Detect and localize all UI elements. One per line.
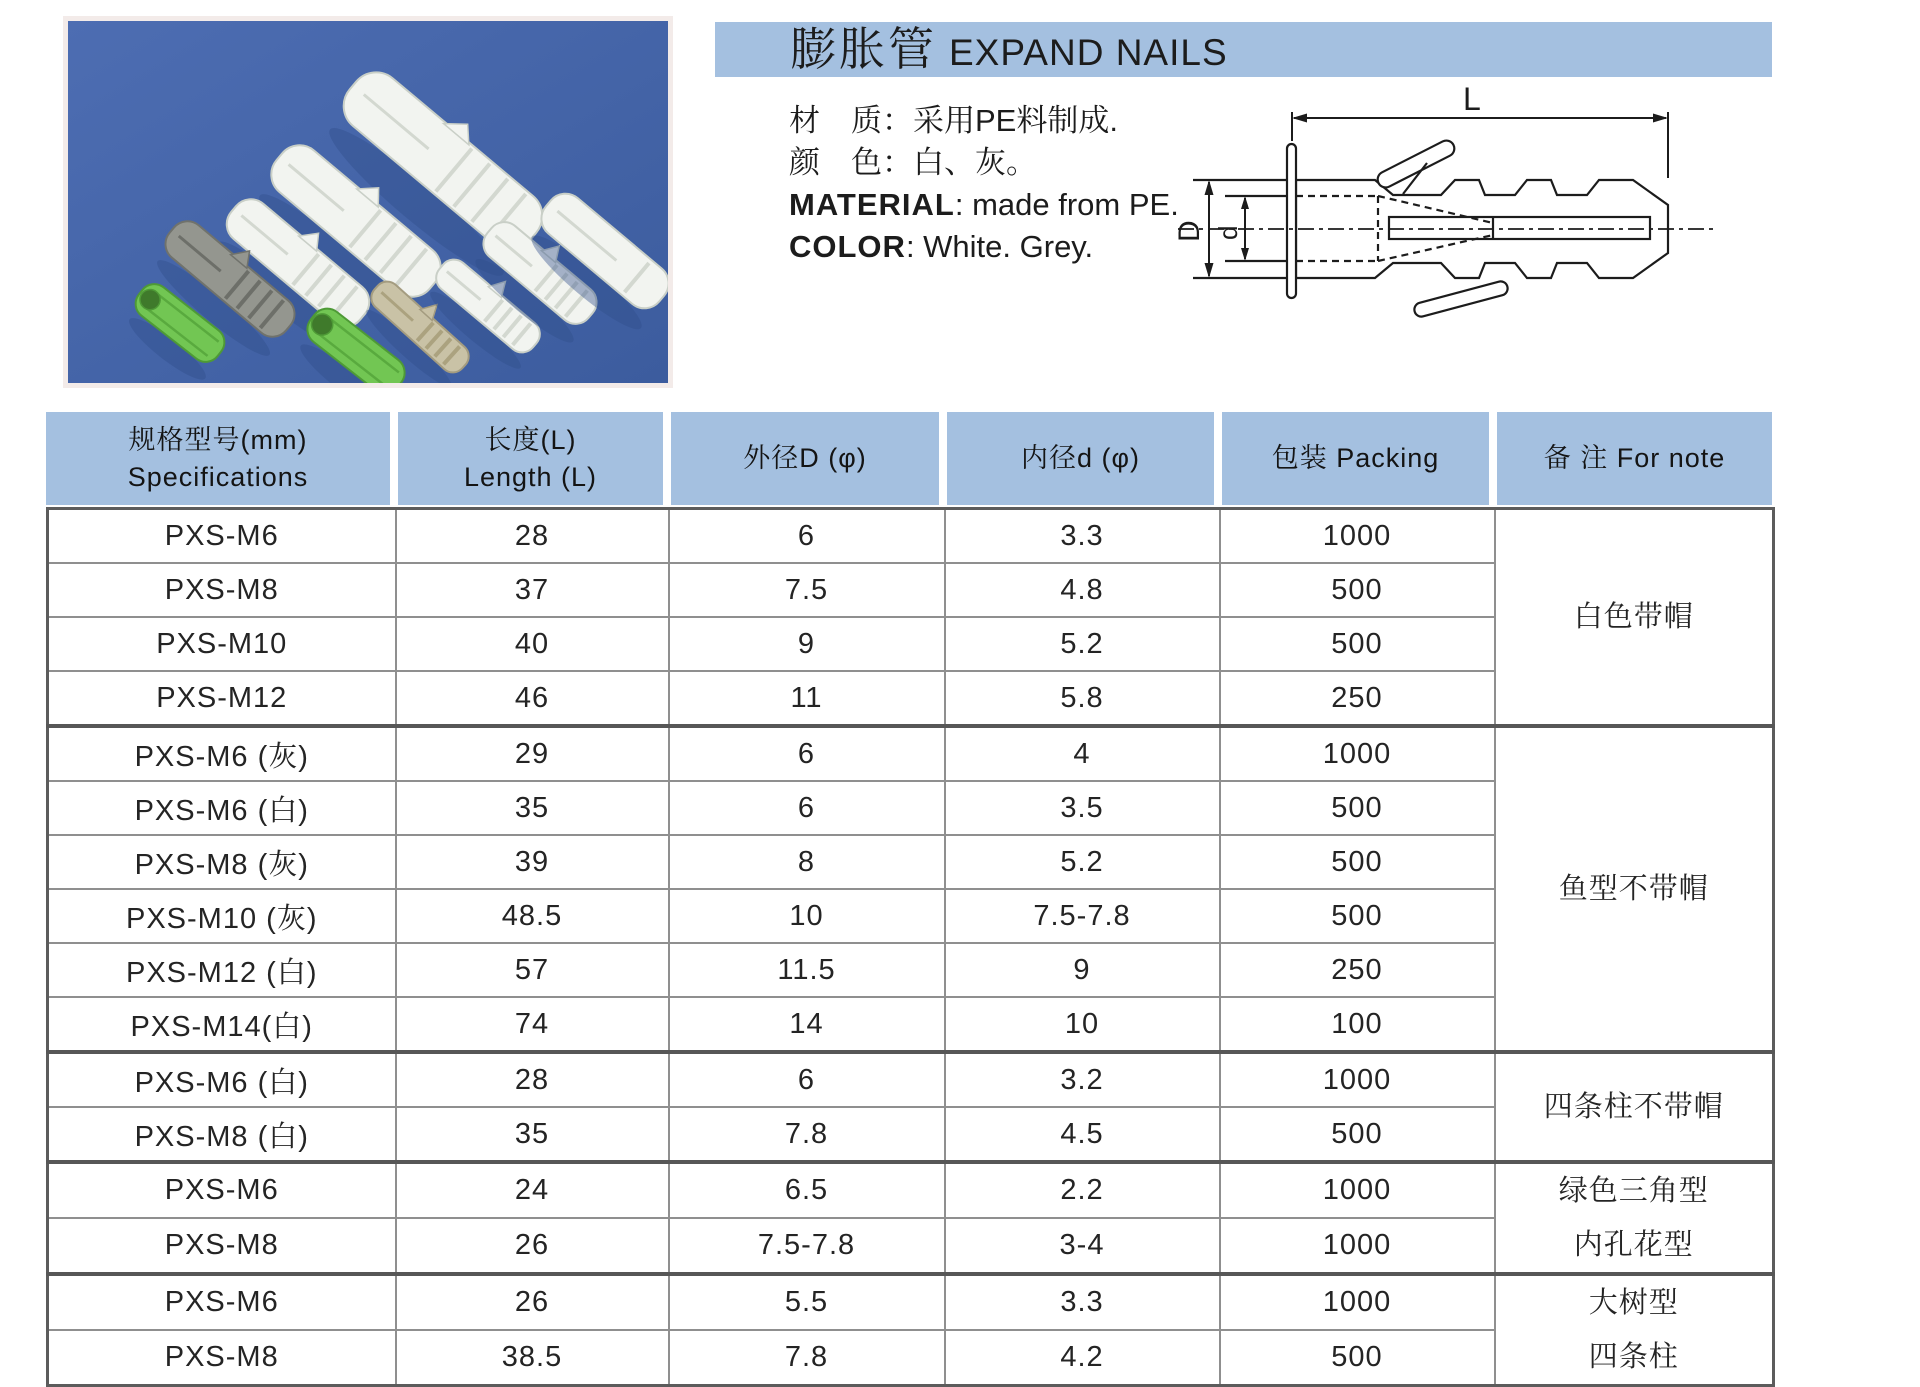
outer-diameter-cell: 5.5: [669, 1274, 945, 1330]
packing-cell: 250: [1220, 943, 1495, 997]
page-title-zh: 膨胀管: [790, 23, 937, 75]
spec-cell: PXS-M8: [48, 1330, 396, 1386]
inner-diameter-cell: 3.2: [945, 1052, 1220, 1107]
spec-cell: PXS-M8 (白): [48, 1107, 396, 1162]
length-cell: 28: [396, 509, 669, 564]
length-cell: 37: [396, 563, 669, 617]
table-row: [48, 726, 1774, 781]
outer-diameter-cell: 11: [669, 671, 945, 726]
note-cell: 大树型 四条柱: [1495, 1274, 1774, 1386]
inner-diameter-cell: 3.3: [945, 509, 1220, 564]
outer-diameter-cell: 6: [669, 1052, 945, 1107]
inner-diameter-cell: 2.2: [945, 1162, 1220, 1218]
outer-diameter-cell: 10: [669, 889, 945, 943]
outer-diameter-cell: 8: [669, 835, 945, 889]
packing-cell: 500: [1220, 617, 1495, 671]
color-label: COLOR: [789, 229, 906, 264]
d-outer-arrow-top: [1205, 180, 1214, 195]
packing-cell: 1000: [1220, 509, 1495, 564]
product-photo: [63, 16, 673, 388]
inner-diameter-cell: 7.5-7.8: [945, 889, 1220, 943]
length-cell: 35: [396, 1107, 669, 1162]
packing-cell: 500: [1220, 889, 1495, 943]
packing-cell: 1000: [1220, 1218, 1495, 1274]
outer-diameter-cell: 7.8: [669, 1330, 945, 1386]
spec-cell: PXS-M10: [48, 617, 396, 671]
length-cell: 48.5: [396, 889, 669, 943]
outer-diameter-cell: 6.5: [669, 1162, 945, 1218]
spec-cell: PXS-M8: [48, 1218, 396, 1274]
material-label: MATERIAL: [789, 187, 955, 222]
packing-cell: 500: [1220, 1107, 1495, 1162]
material-line-zh: 材 质：采用PE料制成.: [789, 103, 1118, 138]
spec-cell: PXS-M6: [48, 1162, 396, 1218]
product-photo-canvas: [68, 21, 668, 383]
spec-cell: PXS-M14(白): [48, 997, 396, 1052]
packing-cell: 1000: [1220, 1274, 1495, 1330]
inner-diameter-cell: 5.2: [945, 617, 1220, 671]
length-cell: 29: [396, 726, 669, 781]
technical-drawing: [1163, 84, 1735, 332]
d-outer-arrow-bottom: [1205, 263, 1214, 278]
length-cell: 24: [396, 1162, 669, 1218]
color-line-zh: 颜 色：白、灰。: [789, 145, 1037, 180]
outer-diameter-cell: 6: [669, 781, 945, 835]
column-header-inner-diameter: 内径d (φ): [947, 412, 1214, 505]
inner-diameter-cell: 5.2: [945, 835, 1220, 889]
dimension-label-inner: d: [1213, 225, 1243, 240]
outer-diameter-cell: 11.5: [669, 943, 945, 997]
section-title-bar: [715, 22, 1772, 77]
outer-diameter-cell: 7.8: [669, 1107, 945, 1162]
length-cell: 74: [396, 997, 669, 1052]
expansion-slot: [1389, 217, 1650, 239]
length-cell: 40: [396, 617, 669, 671]
material-line-en: [789, 184, 1179, 226]
inner-diameter-cell: 3-4: [945, 1218, 1220, 1274]
inner-diameter-cell: 4.8: [945, 563, 1220, 617]
spec-cell: PXS-M8 (灰): [48, 835, 396, 889]
spec-cell: PXS-M10 (灰): [48, 889, 396, 943]
color-text: : White. Grey.: [905, 229, 1094, 264]
packing-cell: 100: [1220, 997, 1495, 1052]
length-cell: 38.5: [396, 1330, 669, 1386]
note-cell: 鱼型不带帽: [1495, 726, 1774, 1052]
length-cell: 57: [396, 943, 669, 997]
length-cell: 26: [396, 1274, 669, 1330]
dimension-label-length: L: [1463, 84, 1481, 117]
bottom-barb: [1413, 280, 1509, 318]
spec-cell: PXS-M6 (白): [48, 1052, 396, 1107]
d-inner-arrow-top: [1241, 196, 1249, 209]
spec-cell: PXS-M6 (白): [48, 781, 396, 835]
spec-table-header: [46, 412, 1772, 505]
outer-diameter-cell: 14: [669, 997, 945, 1052]
outer-diameter-cell: 6: [669, 726, 945, 781]
inner-diameter-cell: 4.2: [945, 1330, 1220, 1386]
outer-diameter-cell: 9: [669, 617, 945, 671]
spec-cell: PXS-M6: [48, 509, 396, 564]
outer-diameter-cell: 7.5: [669, 563, 945, 617]
column-header-note: 备 注 For note: [1497, 412, 1772, 505]
d-inner-arrow-bottom: [1241, 248, 1249, 261]
packing-cell: 500: [1220, 563, 1495, 617]
collar-flange: [1287, 144, 1296, 298]
packing-cell: 1000: [1220, 726, 1495, 781]
packing-cell: 250: [1220, 671, 1495, 726]
material-info-block: [789, 100, 1179, 268]
l-arrow-right: [1653, 114, 1668, 123]
table-row: [48, 1162, 1774, 1218]
table-row: [48, 1274, 1774, 1330]
column-header-packing: 包装 Packing: [1222, 412, 1489, 505]
top-barb: [1375, 138, 1457, 190]
packing-cell: 1000: [1220, 1052, 1495, 1107]
packing-cell: 500: [1220, 1330, 1495, 1386]
note-cell: 四条柱不带帽: [1495, 1052, 1774, 1162]
outer-diameter-cell: 7.5-7.8: [669, 1218, 945, 1274]
spec-table: [46, 507, 1775, 1387]
length-cell: 39: [396, 835, 669, 889]
inner-diameter-cell: 5.8: [945, 671, 1220, 726]
spec-cell: PXS-M12 (白): [48, 943, 396, 997]
packing-cell: 500: [1220, 781, 1495, 835]
length-cell: 26: [396, 1218, 669, 1274]
inner-diameter-cell: 4.5: [945, 1107, 1220, 1162]
table-row: [48, 509, 1774, 564]
column-header-length: 长度(L) Length (L): [398, 412, 663, 505]
inner-diameter-cell: 10: [945, 997, 1220, 1052]
color-line-en: [789, 226, 1179, 268]
column-header-outer-diameter: 外径D (φ): [671, 412, 939, 505]
packing-cell: 1000: [1220, 1162, 1495, 1218]
length-cell: 46: [396, 671, 669, 726]
table-row: [48, 1052, 1774, 1107]
dimension-label-outer: D: [1173, 220, 1206, 242]
inner-diameter-cell: 9: [945, 943, 1220, 997]
page-title-en: EXPAND NAILS: [949, 32, 1228, 73]
material-text: : made from PE.: [954, 187, 1179, 222]
spec-table-body: [48, 509, 1774, 1386]
note-cell: 绿色三角型 内孔花型: [1495, 1162, 1774, 1274]
spec-cell: PXS-M6: [48, 1274, 396, 1330]
spec-cell: PXS-M8: [48, 563, 396, 617]
inner-diameter-cell: 3.3: [945, 1274, 1220, 1330]
inner-diameter-cell: 3.5: [945, 781, 1220, 835]
packing-cell: 500: [1220, 835, 1495, 889]
length-cell: 35: [396, 781, 669, 835]
spec-cell: PXS-M6 (灰): [48, 726, 396, 781]
spec-cell: PXS-M12: [48, 671, 396, 726]
outer-diameter-cell: 6: [669, 509, 945, 564]
inner-diameter-cell: 4: [945, 726, 1220, 781]
l-arrow-left: [1292, 114, 1307, 123]
length-cell: 28: [396, 1052, 669, 1107]
column-header-specifications: 规格型号(mm) Specifications: [46, 412, 390, 505]
note-cell: 白色带帽: [1495, 509, 1774, 727]
